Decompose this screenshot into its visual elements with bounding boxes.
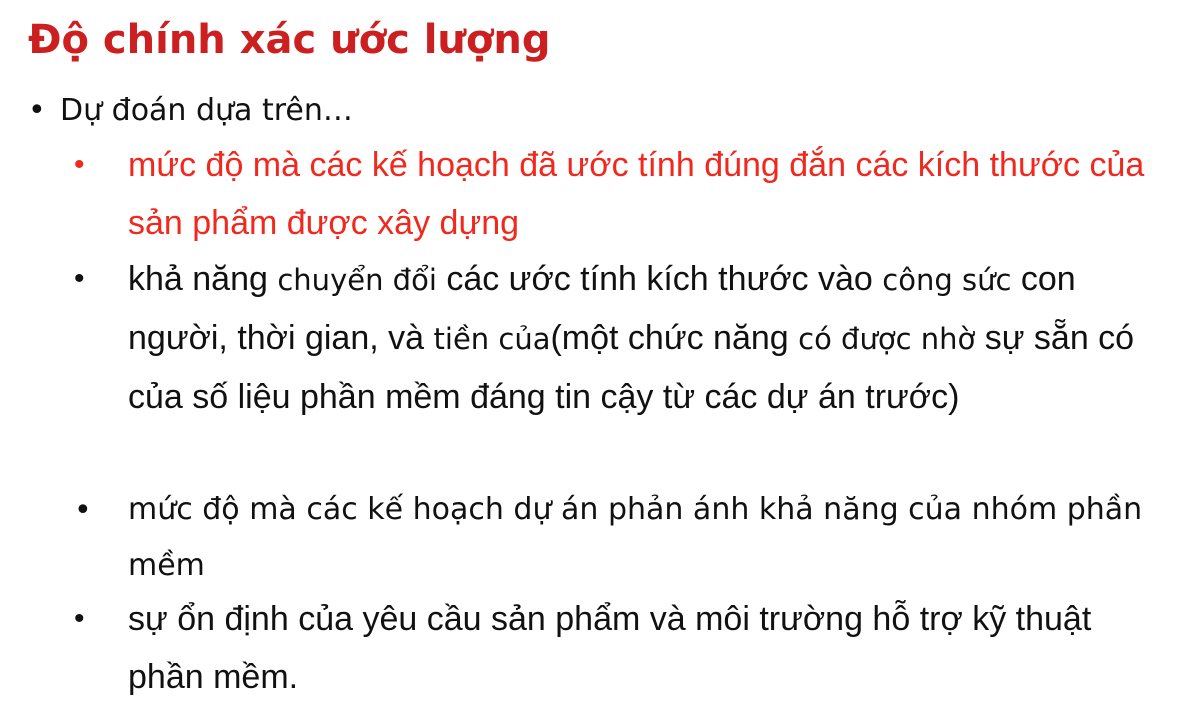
list-item-text: sự ổn định của yêu cầu sản phẩm và môi trường hỗ trợ kỹ thuật phần mềm. bbox=[128, 600, 1092, 696]
list-item-stability bbox=[74, 590, 1154, 706]
list-item-text bbox=[128, 250, 1148, 426]
slide-title: Độ chính xác ước lượng bbox=[28, 17, 551, 63]
text-segment: chuyển đổi bbox=[277, 263, 437, 297]
text-segment: các ước tính kích thước vào bbox=[436, 260, 883, 298]
bullet-icon: • bbox=[28, 93, 46, 128]
bullet-icon: • bbox=[74, 262, 85, 295]
list-item-conversion-ability bbox=[74, 250, 1154, 426]
list-item-team-capability bbox=[74, 482, 1154, 594]
bullet-icon: • bbox=[74, 148, 85, 181]
list-item-text: mức độ mà các kế hoạch dự án phản ánh khả năng của nhóm phần mềm bbox=[128, 492, 1143, 583]
text-segment: khả năng bbox=[128, 260, 278, 298]
text-segment: sự sẵn có của số liệu phần mềm đáng tin cậy từ các dự án trước) bbox=[128, 319, 1135, 416]
intro-bullet bbox=[28, 88, 1148, 134]
text-segment: con người, thời gian, và bbox=[128, 260, 1076, 357]
text-segment: có được nhờ bbox=[798, 322, 976, 356]
text-segment: công sức bbox=[882, 263, 1012, 297]
text-segment: tiền của bbox=[433, 322, 551, 356]
text-segment: (một chức năng bbox=[550, 319, 799, 357]
list-item-estimation-accuracy bbox=[74, 136, 1154, 252]
list-item-text: mức độ mà các kế hoạch đã ước tính đúng đắn các kích thước của sản phẩm được xây dựng bbox=[128, 146, 1145, 242]
intro-text: Dự đoán dựa trên… bbox=[60, 93, 353, 128]
bullet-icon: • bbox=[74, 602, 85, 635]
bullet-icon: • bbox=[74, 493, 92, 528]
